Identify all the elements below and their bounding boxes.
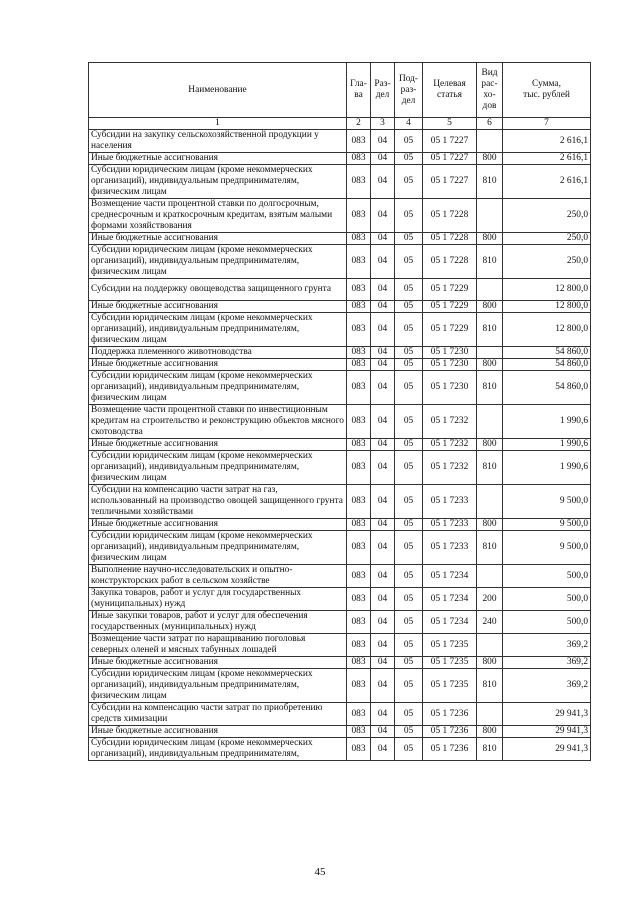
cell-name: Субсидии юридическим лицам (кроме некоммерческих организаций), индивидуальным предпринимателям, физическим лицам xyxy=(89,245,347,279)
cell-razdel: 04 xyxy=(371,301,395,313)
cell-podrazdel: 05 xyxy=(395,405,423,439)
table-row xyxy=(89,153,591,165)
cell-glava: 083 xyxy=(347,313,371,347)
cell-sum: 54 860,0 xyxy=(503,371,591,405)
cell-target-article: 05 1 7235 xyxy=(423,669,477,703)
header-expense-type: Вид рас- хо- дов xyxy=(477,63,503,118)
cell-sum: 1 990,6 xyxy=(503,439,591,451)
cell-sum: 250,0 xyxy=(503,245,591,279)
cell-glava: 083 xyxy=(347,405,371,439)
column-number: 6 xyxy=(477,118,503,130)
cell-podrazdel: 05 xyxy=(395,165,423,199)
cell-name: Субсидии юридическим лицам (кроме некоммерческих организаций), индивидуальным предпринимателям, физическим лицам xyxy=(89,313,347,347)
cell-razdel: 04 xyxy=(371,233,395,245)
cell-name: Закупка товаров, работ и услуг для государственных (муниципальных) нужд xyxy=(89,588,347,611)
cell-name: Иные бюджетные ассигнования xyxy=(89,726,347,738)
cell-target-article: 05 1 7233 xyxy=(423,531,477,565)
cell-podrazdel: 05 xyxy=(395,371,423,405)
table-row xyxy=(89,279,591,301)
cell-podrazdel: 05 xyxy=(395,565,423,588)
table-row xyxy=(89,485,591,519)
cell-target-article: 05 1 7232 xyxy=(423,405,477,439)
cell-expense-type xyxy=(477,347,503,359)
cell-expense-type: 800 xyxy=(477,359,503,371)
cell-target-article: 05 1 7228 xyxy=(423,245,477,279)
cell-sum: 29 941,3 xyxy=(503,738,591,761)
cell-target-article: 05 1 7235 xyxy=(423,657,477,669)
column-number: 4 xyxy=(395,118,423,130)
cell-expense-type: 800 xyxy=(477,233,503,245)
cell-podrazdel: 05 xyxy=(395,153,423,165)
cell-sum: 1 990,6 xyxy=(503,405,591,439)
header-podrazdel: Под- раз- дел xyxy=(395,63,423,118)
cell-target-article: 05 1 7232 xyxy=(423,451,477,485)
cell-podrazdel: 05 xyxy=(395,233,423,245)
cell-target-article: 05 1 7233 xyxy=(423,519,477,531)
cell-expense-type xyxy=(477,199,503,233)
table-row xyxy=(89,703,591,726)
cell-razdel: 04 xyxy=(371,519,395,531)
cell-podrazdel: 05 xyxy=(395,130,423,153)
cell-expense-type xyxy=(477,130,503,153)
cell-target-article: 05 1 7228 xyxy=(423,199,477,233)
cell-glava: 083 xyxy=(347,726,371,738)
cell-name: Иные бюджетные ассигнования xyxy=(89,301,347,313)
cell-target-article: 05 1 7227 xyxy=(423,130,477,153)
cell-razdel: 04 xyxy=(371,634,395,657)
table-row xyxy=(89,405,591,439)
cell-target-article: 05 1 7234 xyxy=(423,588,477,611)
cell-razdel: 04 xyxy=(371,405,395,439)
table-row xyxy=(89,301,591,313)
cell-glava: 083 xyxy=(347,279,371,301)
cell-target-article: 05 1 7228 xyxy=(423,233,477,245)
cell-podrazdel: 05 xyxy=(395,588,423,611)
cell-podrazdel: 05 xyxy=(395,519,423,531)
column-number-row xyxy=(89,118,591,130)
table-row xyxy=(89,165,591,199)
table-row xyxy=(89,130,591,153)
cell-razdel: 04 xyxy=(371,439,395,451)
cell-name: Иные бюджетные ассигнования xyxy=(89,359,347,371)
table-body xyxy=(89,130,591,761)
cell-podrazdel: 05 xyxy=(395,657,423,669)
table-row xyxy=(89,199,591,233)
cell-expense-type: 800 xyxy=(477,301,503,313)
page-number: 45 xyxy=(314,866,326,878)
table-row xyxy=(89,519,591,531)
cell-podrazdel: 05 xyxy=(395,313,423,347)
cell-razdel: 04 xyxy=(371,669,395,703)
cell-expense-type: 800 xyxy=(477,657,503,669)
cell-target-article: 05 1 7236 xyxy=(423,738,477,761)
budget-table xyxy=(88,62,591,761)
cell-target-article: 05 1 7236 xyxy=(423,726,477,738)
cell-expense-type: 810 xyxy=(477,738,503,761)
cell-sum: 250,0 xyxy=(503,199,591,233)
header-razdel: Раз- дел xyxy=(371,63,395,118)
cell-target-article: 05 1 7236 xyxy=(423,703,477,726)
header-sum: Сумма, тыс. рублей xyxy=(503,63,591,118)
cell-name: Субсидии юридическим лицам (кроме некоммерческих организаций), индивидуальным предпринимателям, физическим лицам xyxy=(89,531,347,565)
cell-sum: 369,2 xyxy=(503,669,591,703)
cell-expense-type xyxy=(477,485,503,519)
cell-sum: 369,2 xyxy=(503,657,591,669)
cell-name: Иные бюджетные ассигнования xyxy=(89,519,347,531)
column-number: 3 xyxy=(371,118,395,130)
cell-target-article: 05 1 7227 xyxy=(423,153,477,165)
cell-sum: 54 860,0 xyxy=(503,347,591,359)
cell-name: Иные бюджетные ассигнования xyxy=(89,153,347,165)
cell-sum: 9 500,0 xyxy=(503,531,591,565)
cell-razdel: 04 xyxy=(371,531,395,565)
cell-razdel: 04 xyxy=(371,371,395,405)
cell-target-article: 05 1 7232 xyxy=(423,439,477,451)
cell-razdel: 04 xyxy=(371,726,395,738)
cell-podrazdel: 05 xyxy=(395,611,423,634)
cell-target-article: 05 1 7230 xyxy=(423,371,477,405)
cell-podrazdel: 05 xyxy=(395,359,423,371)
cell-sum: 500,0 xyxy=(503,611,591,634)
cell-target-article: 05 1 7234 xyxy=(423,611,477,634)
cell-name: Иные закупки товаров, работ и услуг для обеспечения государственных (муниципальных) нужд xyxy=(89,611,347,634)
cell-sum: 369,2 xyxy=(503,634,591,657)
cell-sum: 29 941,3 xyxy=(503,726,591,738)
cell-name: Субсидии на поддержку овощеводства защищенного грунта xyxy=(89,279,347,301)
cell-razdel: 04 xyxy=(371,279,395,301)
cell-razdel: 04 xyxy=(371,588,395,611)
cell-podrazdel: 05 xyxy=(395,199,423,233)
column-number: 5 xyxy=(423,118,477,130)
cell-razdel: 04 xyxy=(371,657,395,669)
cell-podrazdel: 05 xyxy=(395,703,423,726)
cell-target-article: 05 1 7229 xyxy=(423,301,477,313)
table-row xyxy=(89,657,591,669)
cell-glava: 083 xyxy=(347,634,371,657)
cell-glava: 083 xyxy=(347,371,371,405)
cell-podrazdel: 05 xyxy=(395,485,423,519)
cell-razdel: 04 xyxy=(371,359,395,371)
cell-podrazdel: 05 xyxy=(395,347,423,359)
table-row xyxy=(89,611,591,634)
cell-name: Возмещение части затрат по наращиванию поголовья северных оленей и мясных табунных лошадей xyxy=(89,634,347,657)
cell-expense-type: 200 xyxy=(477,588,503,611)
cell-razdel: 04 xyxy=(371,703,395,726)
cell-podrazdel: 05 xyxy=(395,738,423,761)
cell-razdel: 04 xyxy=(371,738,395,761)
cell-target-article: 05 1 7230 xyxy=(423,347,477,359)
table-row xyxy=(89,347,591,359)
cell-sum: 12 800,0 xyxy=(503,301,591,313)
cell-razdel: 04 xyxy=(371,245,395,279)
cell-name: Субсидии на компенсацию части затрат по приобретению средств химизации xyxy=(89,703,347,726)
cell-sum: 54 860,0 xyxy=(503,359,591,371)
table-row xyxy=(89,371,591,405)
cell-expense-type: 800 xyxy=(477,519,503,531)
cell-name: Иные бюджетные ассигнования xyxy=(89,233,347,245)
table-row xyxy=(89,233,591,245)
cell-glava: 083 xyxy=(347,153,371,165)
column-number: 2 xyxy=(347,118,371,130)
cell-target-article: 05 1 7230 xyxy=(423,359,477,371)
cell-glava: 083 xyxy=(347,531,371,565)
cell-target-article: 05 1 7229 xyxy=(423,313,477,347)
cell-glava: 083 xyxy=(347,588,371,611)
cell-expense-type: 240 xyxy=(477,611,503,634)
cell-expense-type xyxy=(477,279,503,301)
cell-name: Иные бюджетные ассигнования xyxy=(89,439,347,451)
cell-sum: 500,0 xyxy=(503,565,591,588)
cell-sum: 12 800,0 xyxy=(503,313,591,347)
cell-podrazdel: 05 xyxy=(395,439,423,451)
cell-name: Субсидии юридическим лицам (кроме некоммерческих организаций), индивидуальным предпринимателям, xyxy=(89,738,347,761)
cell-razdel: 04 xyxy=(371,347,395,359)
cell-razdel: 04 xyxy=(371,313,395,347)
cell-glava: 083 xyxy=(347,359,371,371)
table-row xyxy=(89,669,591,703)
cell-sum: 9 500,0 xyxy=(503,485,591,519)
cell-glava: 083 xyxy=(347,703,371,726)
cell-podrazdel: 05 xyxy=(395,279,423,301)
header-glava: Гла- ва xyxy=(347,63,371,118)
cell-target-article: 05 1 7227 xyxy=(423,165,477,199)
cell-sum: 29 941,3 xyxy=(503,703,591,726)
cell-razdel: 04 xyxy=(371,485,395,519)
cell-expense-type: 810 xyxy=(477,313,503,347)
table-row xyxy=(89,313,591,347)
cell-glava: 083 xyxy=(347,669,371,703)
cell-name: Возмещение части процентной ставки по инвестиционным кредитам на строительство и реконструкцию объектов мясного скотоводства xyxy=(89,405,347,439)
cell-podrazdel: 05 xyxy=(395,531,423,565)
cell-name: Субсидии юридическим лицам (кроме некоммерческих организаций), индивидуальным предпринимателям, физическим лицам xyxy=(89,371,347,405)
cell-razdel: 04 xyxy=(371,565,395,588)
cell-glava: 083 xyxy=(347,301,371,313)
cell-podrazdel: 05 xyxy=(395,301,423,313)
cell-glava: 083 xyxy=(347,485,371,519)
cell-glava: 083 xyxy=(347,233,371,245)
cell-expense-type: 810 xyxy=(477,531,503,565)
cell-podrazdel: 05 xyxy=(395,726,423,738)
table-row xyxy=(89,726,591,738)
header-target-article: Целевая статья xyxy=(423,63,477,118)
cell-sum: 2 616,1 xyxy=(503,130,591,153)
cell-razdel: 04 xyxy=(371,130,395,153)
cell-sum: 9 500,0 xyxy=(503,519,591,531)
cell-name: Субсидии на компенсацию части затрат на газ, использованный на производство овощей защищенного грунта тепличными хозяйствами xyxy=(89,485,347,519)
cell-razdel: 04 xyxy=(371,611,395,634)
cell-glava: 083 xyxy=(347,657,371,669)
cell-target-article: 05 1 7233 xyxy=(423,485,477,519)
cell-glava: 083 xyxy=(347,165,371,199)
cell-razdel: 04 xyxy=(371,165,395,199)
table-header-row xyxy=(89,63,591,118)
cell-glava: 083 xyxy=(347,611,371,634)
table-row xyxy=(89,451,591,485)
cell-glava: 083 xyxy=(347,199,371,233)
cell-expense-type: 810 xyxy=(477,165,503,199)
cell-name: Субсидии юридическим лицам (кроме некоммерческих организаций), индивидуальным предпринимателям, физическим лицам xyxy=(89,165,347,199)
cell-podrazdel: 05 xyxy=(395,669,423,703)
table-row xyxy=(89,588,591,611)
cell-expense-type: 810 xyxy=(477,371,503,405)
cell-name: Выполнение научно-исследовательских и опытно-конструкторских работ в сельском хозяйстве xyxy=(89,565,347,588)
cell-glava: 083 xyxy=(347,245,371,279)
cell-expense-type xyxy=(477,405,503,439)
cell-podrazdel: 05 xyxy=(395,451,423,485)
cell-target-article: 05 1 7229 xyxy=(423,279,477,301)
cell-name: Поддержка племенного животноводства xyxy=(89,347,347,359)
cell-sum: 500,0 xyxy=(503,588,591,611)
cell-sum: 12 800,0 xyxy=(503,279,591,301)
table-row xyxy=(89,359,591,371)
cell-expense-type: 800 xyxy=(477,726,503,738)
cell-glava: 083 xyxy=(347,439,371,451)
cell-expense-type: 810 xyxy=(477,245,503,279)
table-row xyxy=(89,531,591,565)
cell-expense-type xyxy=(477,634,503,657)
column-number: 7 xyxy=(503,118,591,130)
cell-expense-type: 810 xyxy=(477,669,503,703)
cell-target-article: 05 1 7234 xyxy=(423,565,477,588)
table-row xyxy=(89,245,591,279)
table-row xyxy=(89,738,591,761)
cell-name: Субсидии юридическим лицам (кроме некоммерческих организаций), индивидуальным предпринимателям, физическим лицам xyxy=(89,451,347,485)
cell-sum: 250,0 xyxy=(503,233,591,245)
cell-glava: 083 xyxy=(347,565,371,588)
cell-expense-type: 800 xyxy=(477,439,503,451)
cell-expense-type xyxy=(477,565,503,588)
cell-glava: 083 xyxy=(347,738,371,761)
table-row xyxy=(89,439,591,451)
cell-podrazdel: 05 xyxy=(395,245,423,279)
cell-sum: 2 616,1 xyxy=(503,165,591,199)
cell-expense-type: 810 xyxy=(477,451,503,485)
cell-target-article: 05 1 7235 xyxy=(423,634,477,657)
cell-razdel: 04 xyxy=(371,199,395,233)
cell-expense-type: 800 xyxy=(477,153,503,165)
cell-glava: 083 xyxy=(347,519,371,531)
cell-name: Субсидии на закупку сельскохозяйственной продукции у населения xyxy=(89,130,347,153)
cell-glava: 083 xyxy=(347,130,371,153)
cell-podrazdel: 05 xyxy=(395,634,423,657)
cell-expense-type xyxy=(477,703,503,726)
cell-razdel: 04 xyxy=(371,451,395,485)
cell-sum: 1 990,6 xyxy=(503,451,591,485)
column-number: 1 xyxy=(89,118,347,130)
cell-glava: 083 xyxy=(347,347,371,359)
cell-name: Иные бюджетные ассигнования xyxy=(89,657,347,669)
cell-name: Возмещение части процентной ставки по долгосрочным, среднесрочным и краткосрочным кредитам, взятым малыми формами хозяйствования xyxy=(89,199,347,233)
cell-name: Субсидии юридическим лицам (кроме некоммерческих организаций), индивидуальным предпринимателям, физическим лицам xyxy=(89,669,347,703)
header-name: Наименование xyxy=(89,63,347,118)
table-row xyxy=(89,565,591,588)
table-row xyxy=(89,634,591,657)
cell-sum: 2 616,1 xyxy=(503,153,591,165)
cell-glava: 083 xyxy=(347,451,371,485)
cell-razdel: 04 xyxy=(371,153,395,165)
